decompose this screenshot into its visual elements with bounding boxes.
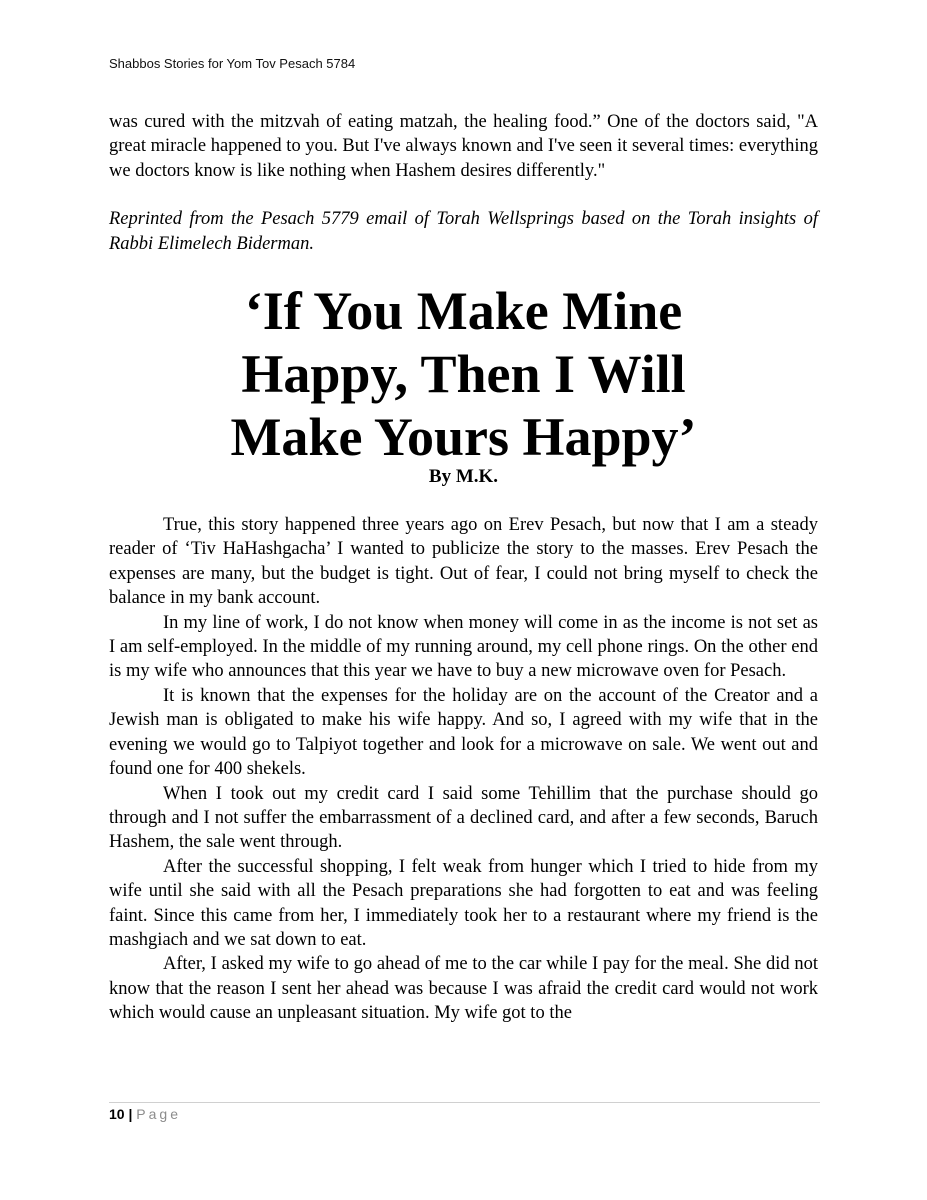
story-paragraph: In my line of work, I do not know when money will come in as the income is not set as I am self-employed. In the middle of my running around, my cell phone rings. On the other end is my wife who announces that this year we have to buy a new microwave oven for Pesach.: [109, 612, 818, 682]
title-line: Make Yours Happy’: [230, 407, 697, 468]
page-content: [109, 110, 818, 1026]
page-footer: [109, 1106, 181, 1122]
title-line: Happy, Then I Will: [241, 344, 686, 405]
page-number: 10: [109, 1106, 125, 1122]
title-line: ‘If You Make Mine: [244, 281, 683, 342]
footer-divider: [109, 1102, 820, 1103]
story-paragraph: It is known that the expenses for the holiday are on the account of the Creator and a Jewish man is obligated to make his wife happy. And so, I agreed with my wife that in the evening we would go to Talpiyot together and look for a microwave on sale. We went out and found one for 400 shekels.: [109, 685, 818, 780]
footer-separator: |: [128, 1106, 133, 1122]
running-header: Shabbos Stories for Yom Tov Pesach 5784: [109, 56, 356, 71]
story-paragraph: True, this story happened three years ago on Erev Pesach, but now that I am a steady reader of ‘Tiv HaHashgacha’ I wanted to publicize the story to the masses. Erev Pesach the expenses are many, but the budget is tight. Out of fear, I could not bring myself to check the balance in my bank account.: [109, 515, 818, 609]
story-paragraph: After, I asked my wife to go ahead of me to the car while I pay for the meal. She did not know that the reason I sent her ahead was because I was afraid the credit card would not work which would cause an unpleasant situation. My wife got to the: [109, 954, 818, 1024]
story-title: [109, 280, 818, 469]
reprint-credit: Reprinted from the Pesach 5779 email of Torah Wellsprings based on the Torah insights of Rabbi Elimelech Biderman.: [109, 209, 818, 254]
story-paragraph: When I took out my credit card I said some Tehillim that the purchase should go through and I not suffer the embarrassment of a declined card, and after a few seconds, Baruch Hashem, the sale went through.: [109, 783, 818, 853]
story-body: [109, 513, 818, 1026]
previous-story-ending: was cured with the mitzvah of eating matzah, the healing food.” One of the doctors said, "A great miracle happened to you. But I've always known and I've seen it several times: everything we doctors know is like nothing when Hashem desires differently.": [109, 112, 818, 181]
page-label: Page: [136, 1106, 181, 1122]
story-paragraph: After the successful shopping, I felt weak from hunger which I tried to hide from my wife until she said with all the Pesach preparations she had forgotten to eat and was feeling faint. Since this came from her, I immediately took her to a restaurant where my friend is the mashgiach and we sat down to eat.: [109, 856, 818, 950]
byline: By M.K.: [428, 466, 499, 488]
